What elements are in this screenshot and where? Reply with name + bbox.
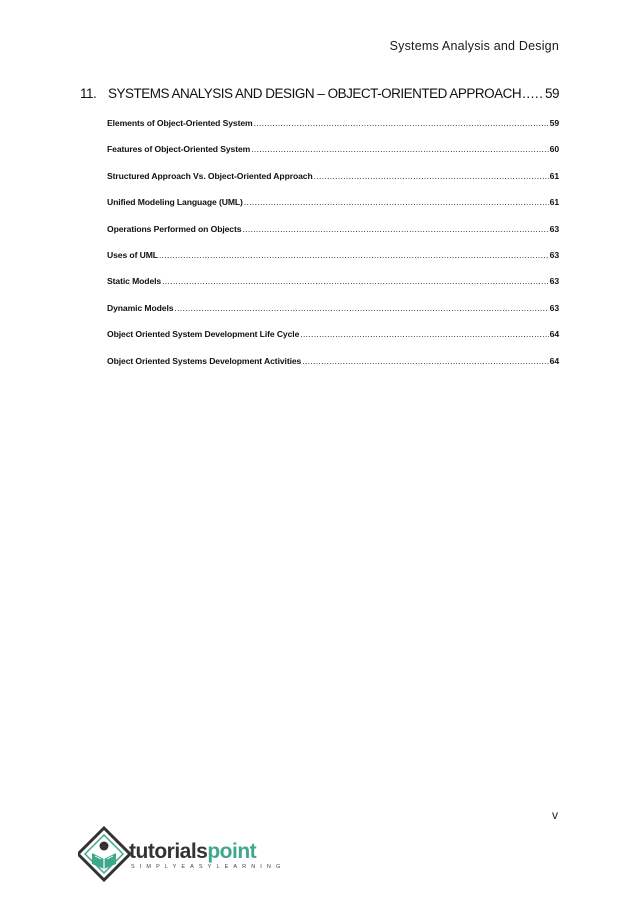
logo-emblem-icon bbox=[78, 826, 134, 882]
dot-leader bbox=[162, 276, 549, 286]
chapter-number: 11. bbox=[80, 86, 97, 101]
toc-item-page: 60 bbox=[549, 144, 559, 155]
toc-item-page: 59 bbox=[549, 118, 559, 128]
logo-word-tutorials: tutorials bbox=[129, 840, 208, 863]
toc-item[interactable] bbox=[107, 144, 559, 170]
dot-leader bbox=[244, 197, 549, 207]
tutorialspoint-logo bbox=[78, 826, 286, 882]
dot-leader bbox=[300, 329, 548, 339]
chapter-title: SYSTEMS ANALYSIS AND DESIGN – OBJECT-ORIENTED APPROACH bbox=[108, 86, 522, 101]
dot-leader bbox=[159, 250, 549, 260]
chapter-page-number: 59 bbox=[544, 86, 559, 101]
toc-item-page: 63 bbox=[549, 249, 559, 260]
dot-leader bbox=[522, 86, 544, 101]
toc-item-page: 64 bbox=[549, 355, 559, 366]
running-header: Systems Analysis and Design bbox=[389, 39, 559, 53]
toc-item[interactable] bbox=[107, 276, 559, 302]
toc-item[interactable] bbox=[107, 171, 559, 197]
toc-item-title: Static Models bbox=[107, 276, 162, 287]
toc-item[interactable] bbox=[107, 224, 559, 250]
toc-item-title: Operations Performed on Objects bbox=[107, 223, 242, 234]
toc-item-title: Unified Modeling Language (UML) bbox=[107, 197, 243, 208]
toc-item-title: Uses of UML bbox=[107, 249, 158, 260]
toc-item-title: Structured Approach Vs. Object-Oriented Approach bbox=[107, 170, 313, 181]
toc-item-title: Object Oriented System Development Life Cycle bbox=[107, 329, 300, 340]
toc-item-title: Features of Object-Oriented System bbox=[107, 144, 251, 155]
toc-item[interactable] bbox=[107, 329, 559, 355]
toc-list bbox=[107, 118, 559, 382]
dot-leader bbox=[174, 303, 548, 313]
toc-item-page: 63 bbox=[549, 276, 559, 287]
page-number: v bbox=[552, 808, 558, 822]
dot-leader bbox=[251, 144, 548, 154]
dot-leader bbox=[254, 118, 549, 128]
toc-item-page: 61 bbox=[549, 197, 559, 208]
toc-item[interactable] bbox=[107, 250, 559, 276]
toc-item[interactable] bbox=[107, 356, 559, 382]
toc-item-page: 63 bbox=[549, 223, 559, 234]
toc-item[interactable] bbox=[107, 118, 559, 144]
toc-item-title: Object Oriented Systems Development Activities bbox=[107, 355, 302, 366]
toc-item-title: Dynamic Models bbox=[107, 302, 174, 313]
dot-leader bbox=[314, 171, 549, 181]
dot-leader bbox=[242, 224, 548, 234]
logo-wordmark bbox=[129, 840, 256, 864]
toc-chapter-entry[interactable] bbox=[80, 86, 559, 101]
toc-item-page: 64 bbox=[549, 329, 559, 340]
toc-item-page: 61 bbox=[549, 170, 559, 181]
toc-item-page: 63 bbox=[549, 302, 559, 313]
toc-item[interactable] bbox=[107, 303, 559, 329]
logo-tagline: SIMPLYEASYLEARNING bbox=[131, 864, 286, 870]
logo-word-point: point bbox=[207, 840, 257, 863]
dot-leader bbox=[302, 356, 548, 366]
toc-item-title: Elements of Object-Oriented System bbox=[107, 118, 253, 128]
toc-item[interactable] bbox=[107, 197, 559, 223]
